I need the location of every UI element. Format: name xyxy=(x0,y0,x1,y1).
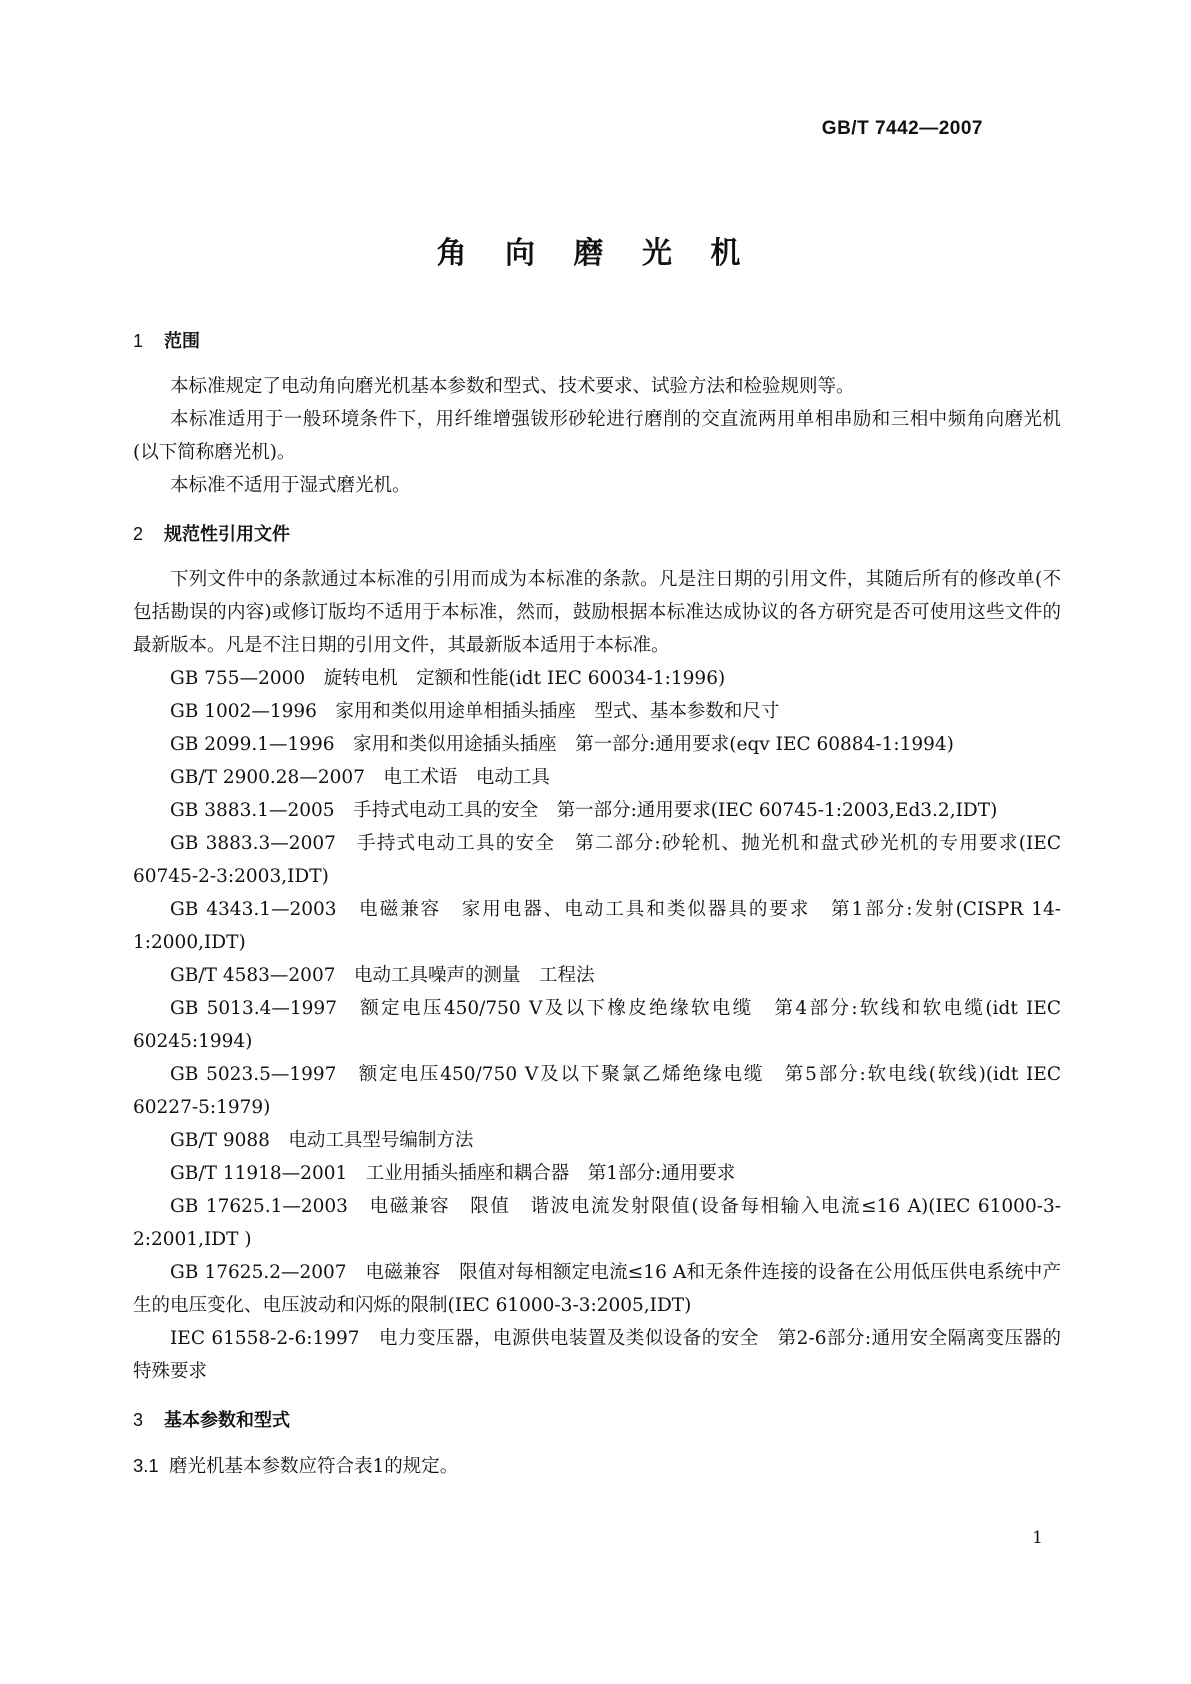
reference-item: GB/T 4583—2007 电动工具噪声的测量 工程法 xyxy=(170,965,595,986)
paragraph: 本标准不适用于湿式磨光机。 xyxy=(170,475,411,496)
paragraph: 下列文件中的条款通过本标准的引用而成为本标准的条款。凡是注日期的引用文件，其随后所有的修改单(不包括勘误的内容)或修订版均不适用于本标准，然而，鼓励根据本标准达成协议的各方研究是否可使用这些文件的最新版本。凡是不注日期的引用文件，其最新版本适用于本标准。 xyxy=(133,569,1061,656)
reference-item: GB 3883.3—2007 手持式电动工具的安全 第二部分:砂轮机、抛光机和盘式砂光机的专用要求(IEC 60745-2-3:2003,IDT) xyxy=(133,833,1061,887)
section-number: 2 xyxy=(133,524,144,544)
reference-item: GB/T 9088 电动工具型号编制方法 xyxy=(170,1130,474,1151)
reference-item: GB 1002—1996 家用和类似用途单相插头插座 型式、基本参数和尺寸 xyxy=(170,701,780,722)
section-normative-references xyxy=(133,518,1061,1388)
reference-item: GB 755—2000 旋转电机 定额和性能(idt IEC 60034-1:1996) xyxy=(170,668,726,689)
section-title: 基本参数和型式 xyxy=(164,1410,290,1431)
section-heading xyxy=(133,518,1061,551)
page-number: 1 xyxy=(1032,1528,1043,1548)
document-title: 角 向 磨 光 机 xyxy=(436,236,755,271)
subclause xyxy=(133,1449,1061,1483)
section-heading xyxy=(133,1404,1061,1437)
section-heading xyxy=(133,325,1061,358)
document-body xyxy=(133,325,1061,1483)
subclause-text: 磨光机基本参数应符合表1的规定。 xyxy=(169,1456,459,1477)
section-basic-parameters xyxy=(133,1404,1061,1483)
section-title: 规范性引用文件 xyxy=(164,524,290,545)
subclause-number: 3.1 xyxy=(133,1455,159,1476)
reference-item: GB 3883.1—2005 手持式电动工具的安全 第一部分:通用要求(IEC 60745-1:2003,Ed3.2,IDT) xyxy=(170,800,998,821)
reference-item: GB/T 11918—2001 工业用插头插座和耦合器 第1部分:通用要求 xyxy=(170,1163,736,1184)
reference-item: GB 4343.1—2003 电磁兼容 家用电器、电动工具和类似器具的要求 第1部分:发射(CISPR 14-1:2000,IDT) xyxy=(133,899,1061,953)
paragraph: 本标准规定了电动角向磨光机基本参数和型式、技术要求、试验方法和检验规则等。 xyxy=(170,376,855,397)
reference-item: GB 17625.1—2003 电磁兼容 限值 谐波电流发射限值(设备每相输入电流≤16 A)(IEC 61000-3-2:2001,IDT ) xyxy=(133,1196,1061,1250)
reference-item: IEC 61558-2-6:1997 电力变压器，电源供电装置及类似设备的安全 第2-6部分:通用安全隔离变压器的特殊要求 xyxy=(133,1328,1061,1382)
section-number: 1 xyxy=(133,331,144,351)
reference-item: GB 5023.5—1997 额定电压450/750 V及以下聚氯乙烯绝缘电缆 第5部分:软电线(软线)(idt IEC 60227-5:1979) xyxy=(133,1064,1061,1118)
section-scope xyxy=(133,325,1061,502)
section-title: 范围 xyxy=(164,331,200,352)
paragraph: 本标准适用于一般环境条件下，用纤维增强钹形砂轮进行磨削的交直流两用单相串励和三相中频角向磨光机(以下简称磨光机)。 xyxy=(133,409,1061,463)
reference-item: GB/T 2900.28—2007 电工术语 电动工具 xyxy=(170,767,550,788)
reference-item: GB 2099.1—1996 家用和类似用途插头插座 第一部分:通用要求(eqv IEC 60884-1:1994) xyxy=(170,734,954,755)
reference-item: GB 17625.2—2007 电磁兼容 限值对每相额定电流≤16 A和无条件连接的设备在公用低压供电系统中产生的电压变化、电压波动和闪烁的限制(IEC 61000-3-3:2005,IDT) xyxy=(133,1262,1061,1316)
reference-item: GB 5013.4—1997 额定电压450/750 V及以下橡皮绝缘软电缆 第4部分:软线和软电缆(idt IEC 60245:1994) xyxy=(133,998,1061,1052)
standard-code: GB/T 7442—2007 xyxy=(821,118,983,139)
section-number: 3 xyxy=(133,1410,144,1430)
